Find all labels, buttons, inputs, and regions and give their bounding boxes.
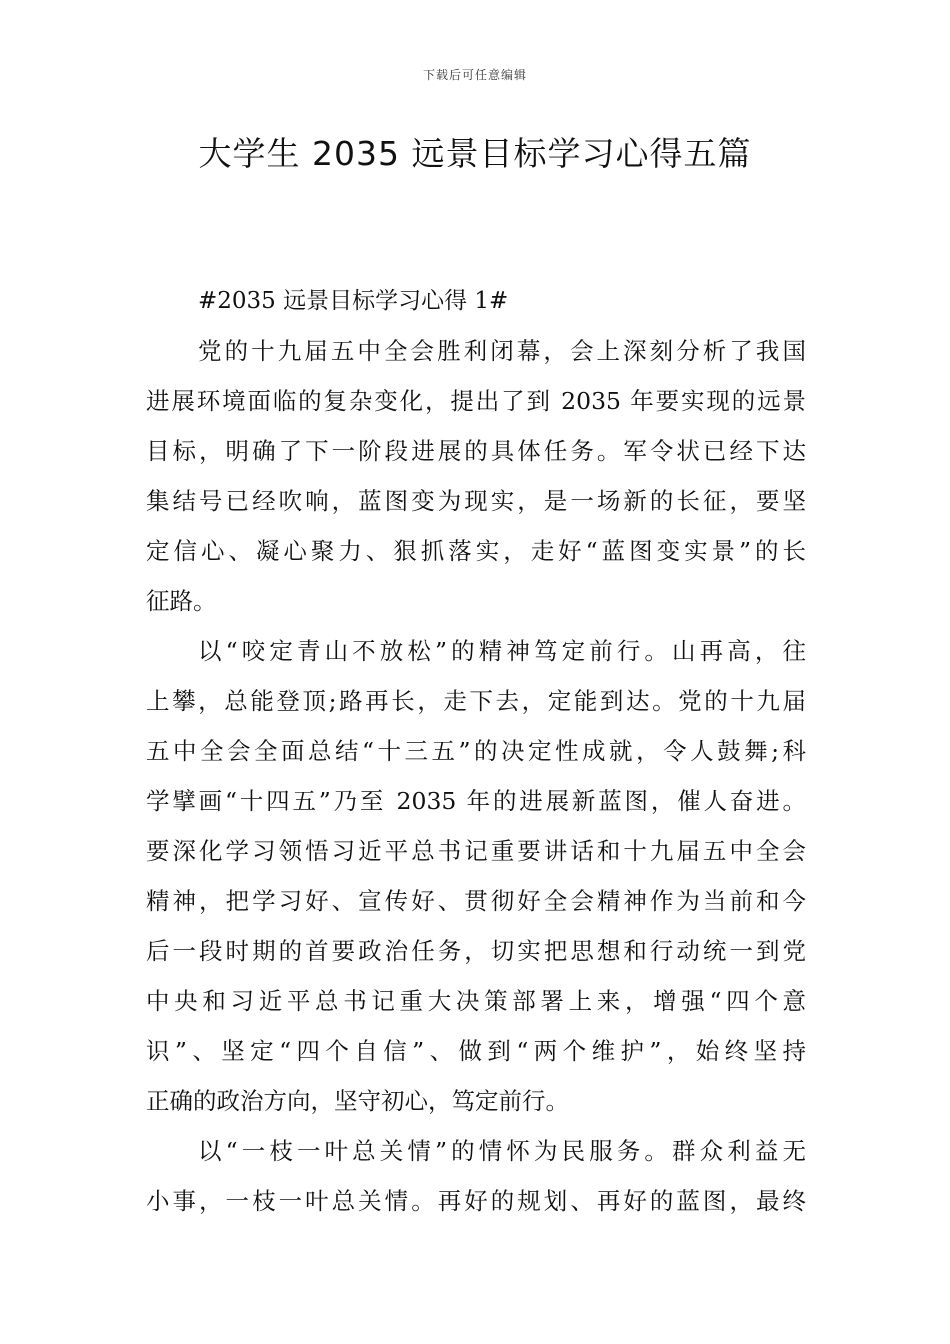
paragraph-line: 以“咬定青山不放松”的精神笃定前行。山再高，往 (198, 637, 806, 665)
document-body (146, 276, 806, 1226)
paragraph-line: 中央和习近平总书记重大决策部署上来，增强“四个意 (146, 987, 806, 1015)
paragraph-line: 征路。 (146, 587, 217, 615)
paragraph-line: 五中全会全面总结“十三五”的决定性成就，令人鼓舞;科 (146, 737, 806, 765)
paragraph-line: 要深化学习领悟习近平总书记重要讲话和十九届五中全会 (146, 837, 806, 865)
paragraph-2 (146, 626, 806, 1126)
paragraph-line: 进展环境面临的复杂变化，提出了到 2035 年要实现的远景 (146, 387, 806, 415)
paragraph-line: 学擘画“十四五”乃至 2035 年的进展新蓝图，催人奋进。 (146, 787, 806, 815)
paragraph-line: 上攀，总能登顶;路再长，走下去，定能到达。党的十九届 (146, 687, 806, 715)
paragraph-line: 精神，把学习好、宣传好、贯彻好全会精神作为当前和今 (146, 887, 806, 915)
paragraph-line: 目标，明确了下一阶段进展的具体任务。军令状已经下达 (146, 437, 806, 465)
paragraph-3 (146, 1126, 806, 1226)
document-title: 大学生 2035 远景目标学习心得五篇 (198, 134, 752, 173)
paragraph-line: 以“一枝一叶总关情”的情怀为民服务。群众利益无 (198, 1137, 806, 1165)
section-heading: #2035 远景目标学习心得 1# (198, 288, 509, 314)
header-note: 下载后可任意编辑 (422, 68, 527, 82)
paragraph-line: 集结号已经吹响，蓝图变为现实，是一场新的长征，要坚 (146, 487, 806, 515)
paragraph-line: 党的十九届五中全会胜利闭幕，会上深刻分析了我国 (198, 337, 806, 365)
paragraph-1 (146, 326, 806, 626)
paragraph-line: 定信心、凝心聚力、狠抓落实，走好“蓝图变实景”的长 (146, 537, 806, 565)
paragraph-line: 后一段时期的首要政治任务，切实把思想和行动统一到党 (146, 937, 806, 965)
paragraph-line: 识”、坚定“四个自信”、做到“两个维护”，始终坚持 (146, 1037, 806, 1065)
paragraph-line: 正确的政治方向，坚守初心，笃定前行。 (146, 1087, 569, 1115)
paragraph-line: 小事，一枝一叶总关情。再好的规划、再好的蓝图，最终 (146, 1187, 806, 1215)
